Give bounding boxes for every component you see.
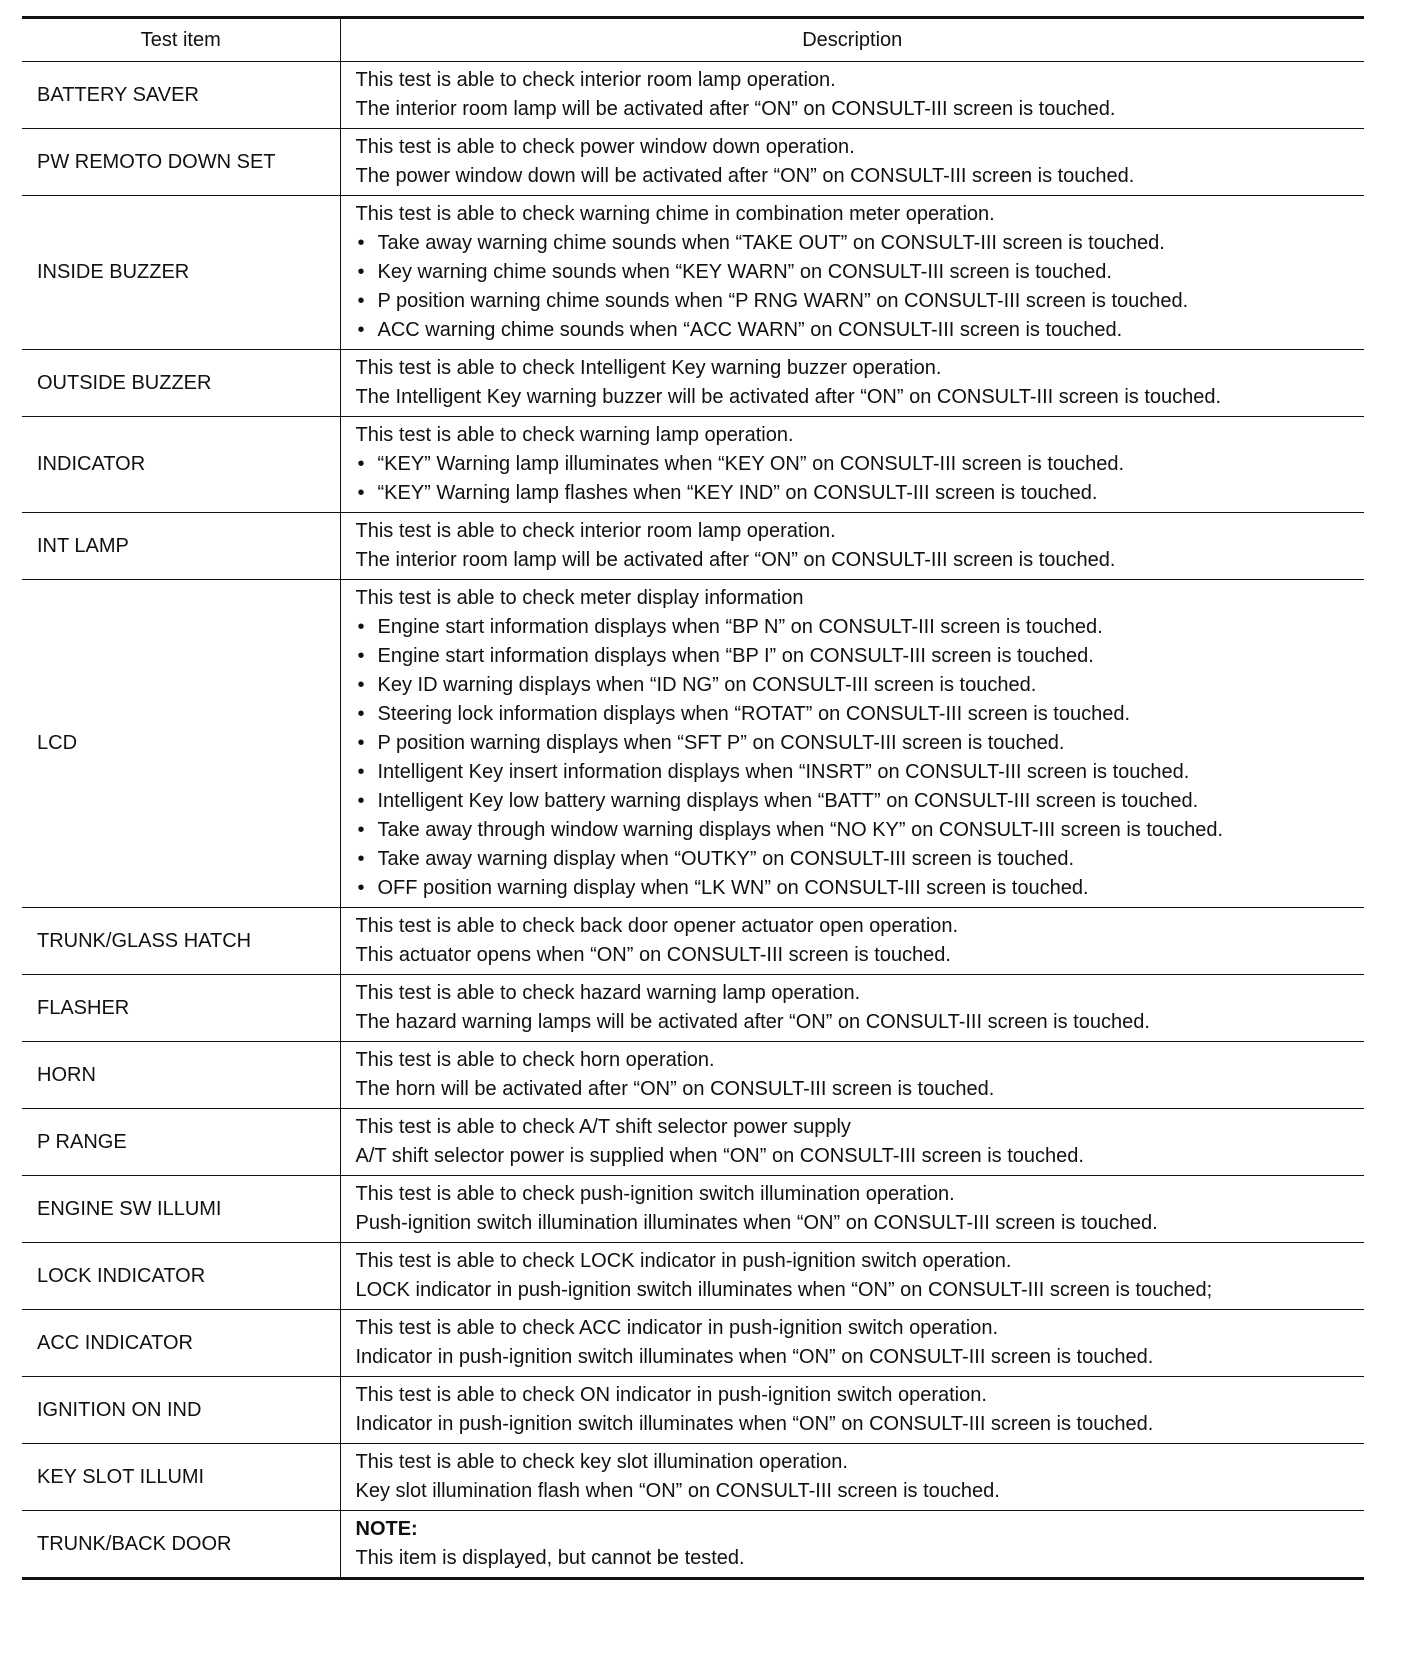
description-cell — [340, 1310, 1364, 1377]
bullet-dot-icon: • — [357, 848, 365, 870]
bullet-text: ACC warning chime sounds when “ACC WARN” on CONSULT-III screen is touched. — [377, 319, 1123, 341]
test-item-cell: KEY SLOT ILLUMI — [22, 1444, 340, 1511]
test-item-table — [22, 16, 1364, 1580]
bullet-item — [356, 758, 1365, 787]
bullet-item — [356, 613, 1365, 642]
bullet-text: Take away warning display when “OUTKY” on CONSULT-III screen is touched. — [377, 848, 1075, 870]
bullet-dot-icon: • — [357, 319, 365, 341]
bullet-text: “KEY” Warning lamp illuminates when “KEY ON” on CONSULT-III screen is touched. — [377, 453, 1125, 475]
bullet-item — [356, 258, 1365, 287]
description-cell — [340, 1511, 1364, 1579]
table-row — [22, 417, 1364, 513]
table-row — [22, 1042, 1364, 1109]
description-line: The power window down will be activated after “ON” on CONSULT-III screen is touched. — [355, 165, 1135, 187]
bullet-text: Steering lock information displays when “ROTAT” on CONSULT-III screen is touched. — [377, 703, 1131, 725]
bullet-text: Take away through window warning displays when “NO KY” on CONSULT-III screen is touched. — [377, 819, 1224, 841]
bullet-dot-icon: • — [357, 645, 365, 667]
bullet-item — [356, 729, 1365, 758]
bullet-dot-icon: • — [357, 290, 365, 312]
table-row — [22, 1310, 1364, 1377]
header-test-item: Test item — [22, 18, 340, 62]
bullet-dot-icon: • — [357, 674, 365, 696]
table-row — [22, 1109, 1364, 1176]
bullet-text: OFF position warning display when “LK WN” on CONSULT-III screen is touched. — [377, 877, 1089, 899]
bullet-text: Key ID warning displays when “ID NG” on CONSULT-III screen is touched. — [377, 674, 1037, 696]
table-row — [22, 1511, 1364, 1579]
description-line: The Intelligent Key warning buzzer will be activated after “ON” on CONSULT-III screen is touched. — [355, 386, 1222, 408]
bullet-text: Take away warning chime sounds when “TAKE OUT” on CONSULT-III screen is touched. — [377, 232, 1165, 254]
bullet-dot-icon: • — [357, 703, 365, 725]
bullet-text: Key warning chime sounds when “KEY WARN” on CONSULT-III screen is touched. — [377, 261, 1112, 283]
test-item-cell: P RANGE — [22, 1109, 340, 1176]
description-cell — [340, 908, 1364, 975]
table-row — [22, 62, 1364, 129]
bullet-item — [356, 229, 1365, 258]
bullet-item — [356, 450, 1365, 479]
bullet-dot-icon: • — [357, 819, 365, 841]
table-row — [22, 513, 1364, 580]
table-row — [22, 1377, 1364, 1444]
description-line: This test is able to check horn operation. — [355, 1049, 715, 1071]
test-item-cell: INT LAMP — [22, 513, 340, 580]
test-item-cell: OUTSIDE BUZZER — [22, 350, 340, 417]
table-header — [22, 18, 1364, 62]
description-line: Key slot illumination flash when “ON” on CONSULT-III screen is touched. — [355, 1480, 1000, 1502]
description-line: The interior room lamp will be activated after “ON” on CONSULT-III screen is touched. — [355, 98, 1116, 120]
description-line: The horn will be activated after “ON” on CONSULT-III screen is touched. — [355, 1078, 995, 1100]
note-label: NOTE: — [355, 1518, 418, 1540]
bullet-text: P position warning displays when “SFT P” on CONSULT-III screen is touched. — [377, 732, 1065, 754]
table-row — [22, 1444, 1364, 1511]
description-line: The interior room lamp will be activated after “ON” on CONSULT-III screen is touched. — [355, 549, 1116, 571]
bullet-item — [356, 787, 1365, 816]
bullet-item — [356, 642, 1365, 671]
table-row — [22, 580, 1364, 908]
bullet-dot-icon: • — [357, 761, 365, 783]
bullet-dot-icon: • — [357, 790, 365, 812]
description-line: LOCK indicator in push-ignition switch illuminates when “ON” on CONSULT-III screen is touched; — [355, 1279, 1213, 1301]
bullet-dot-icon: • — [357, 482, 365, 504]
bullet-item — [356, 816, 1365, 845]
test-item-cell: TRUNK/BACK DOOR — [22, 1511, 340, 1579]
bullet-item — [356, 845, 1365, 874]
bullet-text: P position warning chime sounds when “P RNG WARN” on CONSULT-III screen is touched. — [377, 290, 1189, 312]
table-row — [22, 196, 1364, 350]
bullet-text: Intelligent Key low battery warning displays when “BATT” on CONSULT-III screen is touched. — [377, 790, 1199, 812]
bullet-dot-icon: • — [357, 877, 365, 899]
header-description: Description — [340, 18, 1364, 62]
table-row — [22, 129, 1364, 196]
description-line: Indicator in push-ignition switch illuminates when “ON” on CONSULT-III screen is touched. — [355, 1346, 1154, 1368]
bullet-item — [356, 700, 1365, 729]
description-cell — [340, 1377, 1364, 1444]
description-cell — [340, 129, 1364, 196]
test-item-cell: BATTERY SAVER — [22, 62, 340, 129]
description-line: This test is able to check hazard warning lamp operation. — [355, 982, 861, 1004]
bullet-item — [356, 479, 1365, 508]
description-cell — [340, 580, 1364, 908]
description-cell — [340, 513, 1364, 580]
description-line: This test is able to check warning chime in combination meter operation. — [355, 203, 995, 225]
description-line: The hazard warning lamps will be activated after “ON” on CONSULT-III screen is touched. — [355, 1011, 1150, 1033]
description-line: Indicator in push-ignition switch illuminates when “ON” on CONSULT-III screen is touched. — [355, 1413, 1154, 1435]
description-line: This test is able to check Intelligent Key warning buzzer operation. — [355, 357, 942, 379]
table-row — [22, 1176, 1364, 1243]
description-line: Push-ignition switch illumination illuminates when “ON” on CONSULT-III screen is touched. — [355, 1212, 1158, 1234]
test-item-cell: LCD — [22, 580, 340, 908]
test-item-cell: LOCK INDICATOR — [22, 1243, 340, 1310]
table-row — [22, 350, 1364, 417]
bullet-item — [356, 671, 1365, 700]
bullet-item — [356, 287, 1365, 316]
table-body — [22, 62, 1364, 1579]
table-row — [22, 908, 1364, 975]
bullet-dot-icon: • — [357, 453, 365, 475]
bullet-text: Engine start information displays when “BP I” on CONSULT-III screen is touched. — [377, 645, 1094, 667]
description-line: This item is displayed, but cannot be tested. — [355, 1547, 745, 1569]
bullet-text: “KEY” Warning lamp flashes when “KEY IND” on CONSULT-III screen is touched. — [377, 482, 1098, 504]
description-cell — [340, 350, 1364, 417]
test-item-cell: HORN — [22, 1042, 340, 1109]
table-row — [22, 975, 1364, 1042]
description-cell — [340, 62, 1364, 129]
description-line: A/T shift selector power is supplied when “ON” on CONSULT-III screen is touched. — [355, 1145, 1084, 1167]
description-cell — [340, 196, 1364, 350]
bullet-dot-icon: • — [357, 261, 365, 283]
description-line: This test is able to check A/T shift selector power supply — [355, 1116, 851, 1138]
description-line: This test is able to check key slot illumination operation. — [355, 1451, 848, 1473]
description-line: This test is able to check LOCK indicator in push-ignition switch operation. — [355, 1250, 1012, 1272]
description-line: This test is able to check meter display information — [355, 587, 804, 609]
test-item-cell: FLASHER — [22, 975, 340, 1042]
bullet-dot-icon: • — [357, 232, 365, 254]
description-line: This test is able to check interior room lamp operation. — [355, 69, 836, 91]
description-cell — [340, 975, 1364, 1042]
bullet-item — [356, 316, 1365, 345]
description-line: This actuator opens when “ON” on CONSULT-III screen is touched. — [355, 944, 951, 966]
description-cell — [340, 1042, 1364, 1109]
test-item-cell: ENGINE SW ILLUMI — [22, 1176, 340, 1243]
test-item-cell: ACC INDICATOR — [22, 1310, 340, 1377]
description-line: This test is able to check power window down operation. — [355, 136, 855, 158]
description-line: This test is able to check back door opener actuator open operation. — [355, 915, 959, 937]
description-line: This test is able to check push-ignition switch illumination operation. — [355, 1183, 955, 1205]
bullet-text: Engine start information displays when “BP N” on CONSULT-III screen is touched. — [377, 616, 1103, 638]
description-cell — [340, 417, 1364, 513]
description-line: This test is able to check warning lamp operation. — [355, 424, 794, 446]
test-item-cell: TRUNK/GLASS HATCH — [22, 908, 340, 975]
table-row — [22, 1243, 1364, 1310]
description-line: This test is able to check interior room lamp operation. — [355, 520, 836, 542]
test-item-cell: INDICATOR — [22, 417, 340, 513]
test-item-cell: INSIDE BUZZER — [22, 196, 340, 350]
description-cell — [340, 1109, 1364, 1176]
description-cell — [340, 1444, 1364, 1511]
bullet-dot-icon: • — [357, 732, 365, 754]
description-line: This test is able to check ON indicator in push-ignition switch operation. — [355, 1384, 987, 1406]
description-line: This test is able to check ACC indicator in push-ignition switch operation. — [355, 1317, 999, 1339]
header-row — [22, 18, 1364, 62]
description-cell — [340, 1243, 1364, 1310]
bullet-dot-icon: • — [357, 616, 365, 638]
bullet-item — [356, 874, 1365, 903]
test-item-cell: PW REMOTO DOWN SET — [22, 129, 340, 196]
test-item-cell: IGNITION ON IND — [22, 1377, 340, 1444]
bullet-text: Intelligent Key insert information displays when “INSRT” on CONSULT-III screen is touched. — [377, 761, 1190, 783]
description-cell — [340, 1176, 1364, 1243]
